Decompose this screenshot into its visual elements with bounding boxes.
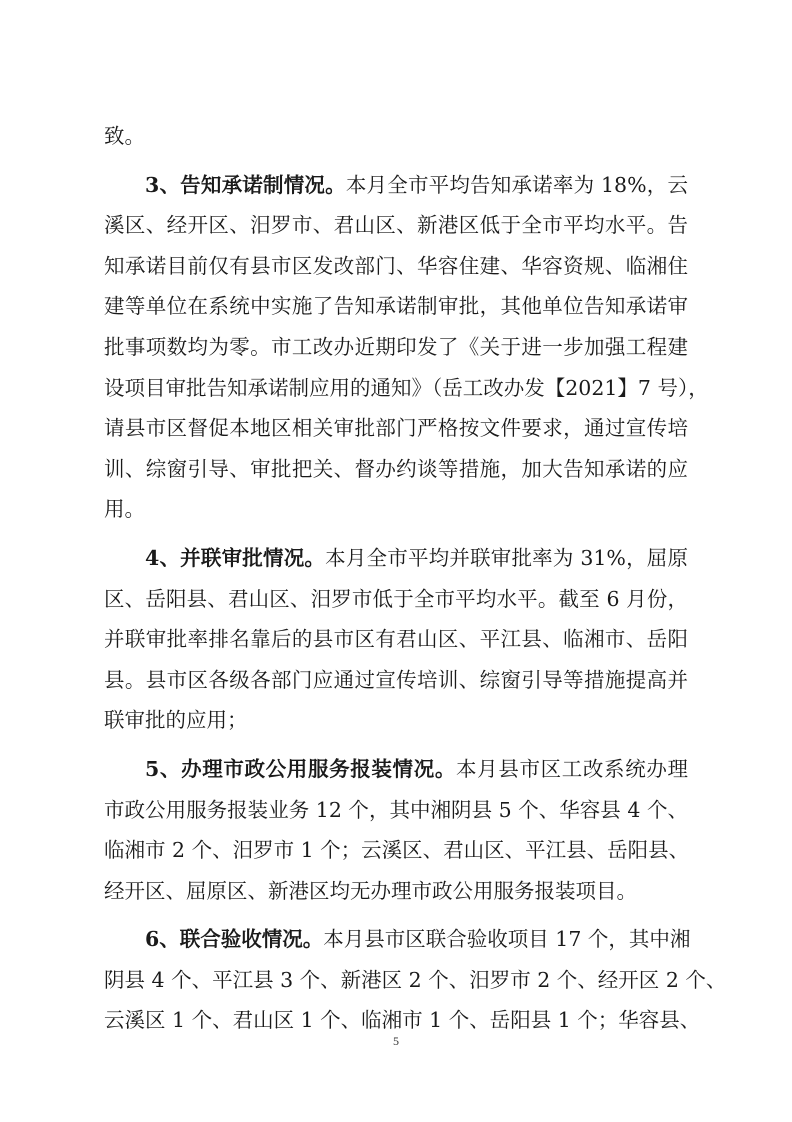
- text-line: 致。: [104, 124, 145, 148]
- section-heading: 5、办理市政公用服务报装情况。: [145, 756, 457, 781]
- text-line: 请县市区督促本地区相关审批部门严格按文件要求，通过宣传培: [104, 416, 688, 441]
- text-line: 建等单位在系统中实施了告知承诺制审批，其他单位告知承诺审: [104, 294, 688, 319]
- text-line: 经开区、屈原区、新港区均无办理市政公用服务报装项目。: [104, 878, 637, 903]
- text-span: 本月县市区联合验收项目 17 个，其中湘: [323, 927, 691, 952]
- paragraph-first-line: [104, 165, 688, 206]
- paragraph-first-line: [104, 538, 688, 579]
- text-line: 并联审批率排名靠后的县市区有君山区、平江县、临湘市、岳阳: [104, 627, 688, 652]
- text-line: 区、岳阳县、君山区、汨罗市低于全市平均水平。截至 6 月份，: [104, 586, 688, 611]
- text-line: 市政公用服务报装业务 12 个，其中湘阴县 5 个、华容县 4 个、: [104, 797, 688, 822]
- text-line: 批事项数均为零。市工改办近期印发了《关于进一步加强工程建: [104, 334, 688, 359]
- text-line: 云溪区 1 个、君山区 1 个、临湘市 1 个、岳阳县 1 个；华容县、: [104, 1008, 701, 1033]
- text-line: 联审批的应用；: [104, 708, 248, 733]
- text-line: 训、综窗引导、审批把关、督办约谈等措施，加大告知承诺的应: [104, 456, 688, 481]
- text-line: 阴县 4 个、平江县 3 个、新港区 2 个、汨罗市 2 个、经开区 2 个、: [104, 967, 727, 992]
- text-line: 县。县市区各级各部门应通过宣传培训、综窗引导等措施提高并: [104, 667, 688, 692]
- paragraph-first-line: [104, 749, 688, 790]
- text-span: 本月县市区工改系统办理: [456, 756, 689, 781]
- section-heading: 6、联合验收情况。: [145, 927, 324, 952]
- text-span: 本月全市平均并联审批率为 31%，屈原: [325, 545, 688, 570]
- text-line: 溪区、经开区、汨罗市、君山区、新港区低于全市平均水平。告: [104, 213, 688, 238]
- text-line: 知承诺目前仅有县市区发改部门、华容住建、华容资规、临湘住: [104, 253, 688, 278]
- text-span: 本月全市平均告知承诺率为 18%，云: [345, 172, 688, 197]
- section-heading: 4、并联审批情况。: [145, 545, 326, 570]
- section-heading: 3、告知承诺制情况。: [145, 172, 346, 197]
- text-line: 设项目审批告知承诺制应用的通知》（岳工改办发【2021】7 号），: [104, 375, 709, 400]
- text-line: 用。: [104, 497, 145, 522]
- text-line: 临湘市 2 个、汨罗市 1 个；云溪区、君山区、平江县、岳阳县、: [104, 838, 690, 863]
- page-number: 5: [393, 1034, 399, 1048]
- paragraph-first-line: [104, 919, 691, 960]
- document-body: [104, 116, 727, 1041]
